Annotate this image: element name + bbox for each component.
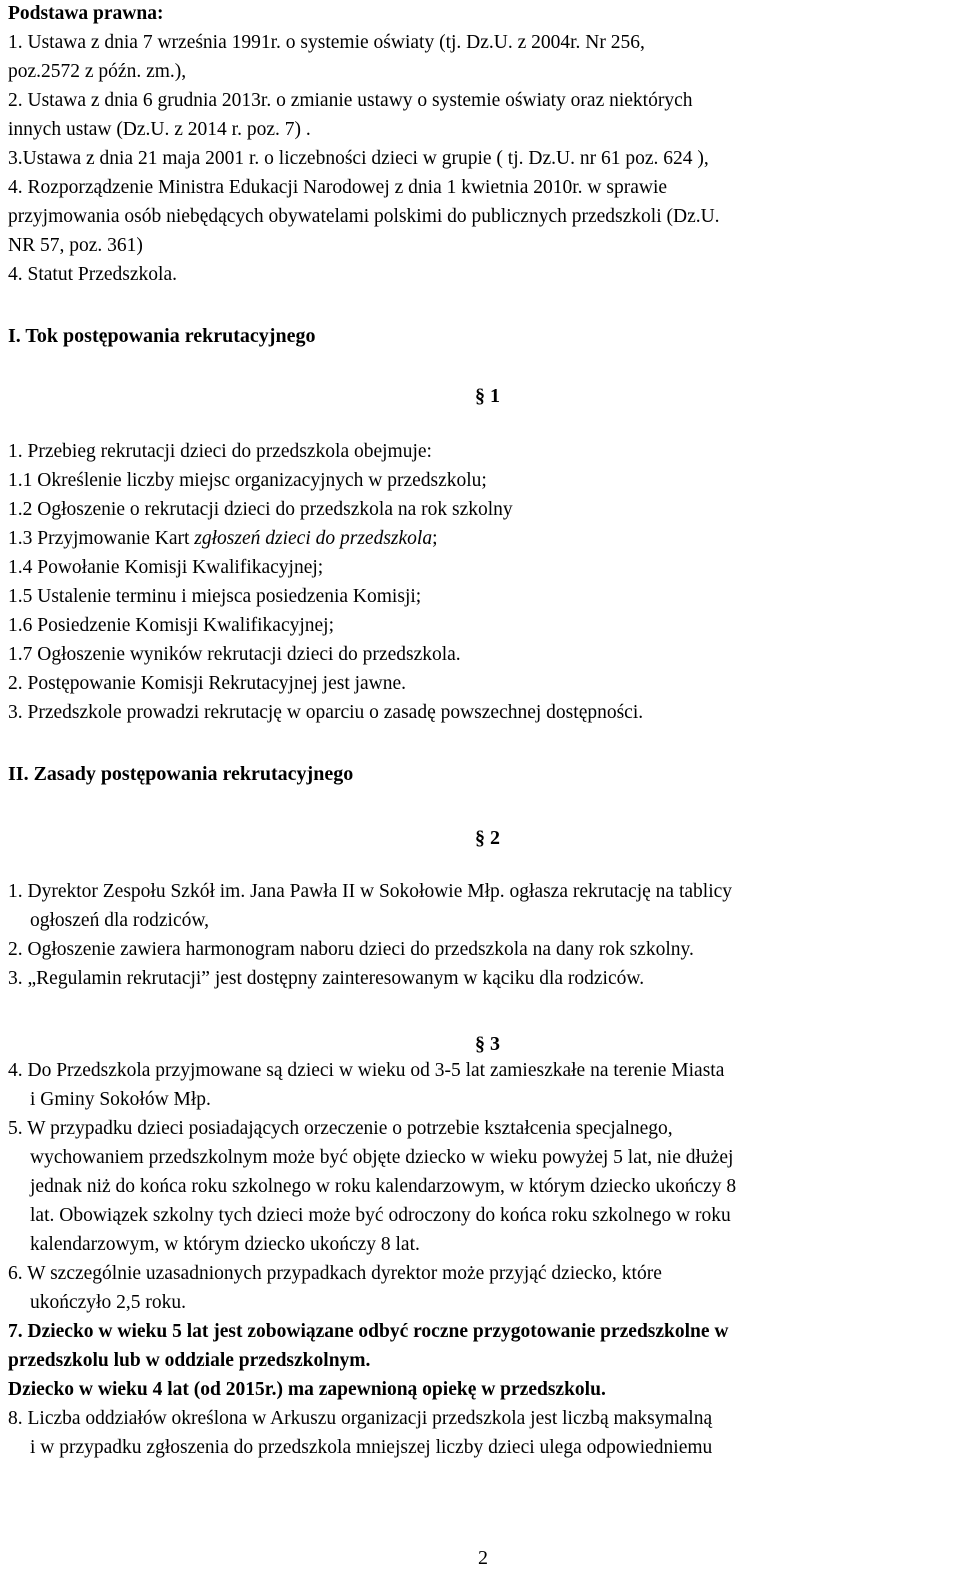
legal-basis-line: NR 57, poz. 361) — [8, 235, 143, 256]
item-italic-text: zgłoszeń dzieci do przedszkola — [194, 528, 433, 549]
paragraph-2-marker: § 2 — [475, 827, 500, 849]
list-item: 2. Ogłoszenie zawiera harmonogram naboru dzieci do przedszkola na dany rok szkolny. — [8, 939, 694, 960]
list-item: 1. Przebieg rekrutacji dzieci do przedszkola obejmuje: — [8, 441, 432, 462]
page-number: 2 — [478, 1547, 488, 1569]
list-item-continuation: i w przypadku zgłoszenia do przedszkola mniejszej liczby dzieci ulega odpowiedniemu — [30, 1437, 713, 1458]
bold-list-item: przedszkolu lub w oddziale przedszkolnym. — [8, 1350, 371, 1371]
item-text: ; — [432, 528, 438, 549]
paragraph-number: 1 — [490, 385, 500, 407]
list-item: 8. Liczba oddziałów określona w Arkuszu organizacji przedszkola jest liczbą maksymalną — [8, 1408, 713, 1429]
bold-list-item: Dziecko w wieku 4 lat (od 2015r.) ma zapewnioną opiekę w przedszkolu. — [8, 1379, 606, 1400]
list-item: 1. Dyrektor Zespołu Szkół im. Jana Pawła II w Sokołowie Młp. ogłasza rekrutację na tablicy — [8, 881, 733, 902]
list-item-continuation: ukończyło 2,5 roku. — [30, 1292, 186, 1313]
legal-basis-line: 1. Ustawa z dnia 7 września 1991r. o systemie oświaty (tj. Dz.U. z 2004r. Nr 256, — [8, 32, 645, 53]
paragraph-number: 3 — [490, 1033, 500, 1055]
list-item-continuation: kalendarzowym, w którym dziecko ukończy 8 lat. — [30, 1234, 420, 1255]
list-item: 2. Postępowanie Komisji Rekrutacyjnej jest jawne. — [8, 673, 407, 694]
list-item-continuation: lat. Obowiązek szkolny tych dzieci może być odroczony do końca roku szkolnego w roku — [30, 1205, 731, 1226]
list-item-continuation: ogłoszeń dla rodziców, — [30, 910, 210, 931]
legal-basis-line: 4. Rozporządzenie Ministra Edukacji Narodowej z dnia 1 kwietnia 2010r. w sprawie — [8, 177, 668, 198]
list-item: 1.6 Posiedzenie Komisji Kwalifikacyjnej; — [8, 615, 335, 636]
legal-basis-line: 2. Ustawa z dnia 6 grudnia 2013r. o zmianie ustawy o systemie oświaty oraz niektórych — [8, 90, 693, 111]
list-item-continuation: wychowaniem przedszkolnym może być objęte dziecko w wieku powyżej 5 lat, nie dłużej — [30, 1147, 734, 1168]
item-text: 1.3 Przyjmowanie Kart — [8, 528, 195, 549]
list-item: 1.7 Ogłoszenie wyników rekrutacji dzieci do przedszkola. — [8, 644, 461, 665]
list-item: 1.4 Powołanie Komisji Kwalifikacyjnej; — [8, 557, 324, 578]
list-item: 3. Przedszkole prowadzi rekrutację w oparciu o zasadę powszechnej dostępności. — [8, 702, 644, 723]
legal-basis-line: 4. Statut Przedszkola. — [8, 264, 177, 285]
paragraph-number: 2 — [490, 827, 500, 849]
paragraph-1-marker: § 1 — [475, 385, 500, 407]
list-item: 1.2 Ogłoszenie o rekrutacji dzieci do przedszkola na rok szkolny — [8, 499, 513, 520]
section-2-title: II. Zasady postępowania rekrutacyjnego — [8, 763, 354, 785]
list-item: 1.5 Ustalenie terminu i miejsca posiedzenia Komisji; — [8, 586, 422, 607]
section-1-title: I. Tok postępowania rekrutacyjnego — [8, 325, 316, 347]
legal-basis-line: innych ustaw (Dz.U. z 2014 r. poz. 7) . — [8, 119, 311, 140]
list-item: 6. W szczególnie uzasadnionych przypadkach dyrektor może przyjąć dziecko, które — [8, 1263, 662, 1284]
list-item: 1.1 Określenie liczby miejsc organizacyjnych w przedszkolu; — [8, 470, 487, 491]
legal-basis-heading: Podstawa prawna: — [8, 3, 164, 24]
legal-basis-line: poz.2572 z późn. zm.), — [8, 61, 187, 82]
paragraph-3-marker: § 3 — [475, 1033, 500, 1055]
list-item: 4. Do Przedszkola przyjmowane są dzieci w wieku od 3-5 lat zamieszkałe na terenie Miasta — [8, 1060, 725, 1081]
legal-basis-line: 3.Ustawa z dnia 21 maja 2001 r. o liczebności dzieci w grupie ( tj. Dz.U. nr 61 poz. 624 ), — [8, 148, 709, 169]
list-item-continuation: jednak niż do końca roku szkolnego w roku kalendarzowym, w którym dziecko ukończy 8 — [30, 1176, 737, 1197]
legal-basis-line: przyjmowania osób niebędących obywatelami polskimi do publicznych przedszkoli (Dz.U. — [8, 206, 720, 227]
list-item — [8, 528, 438, 552]
list-item: 3. „Regulamin rekrutacji” jest dostępny zainteresowanym w kąciku dla rodziców. — [8, 968, 645, 989]
list-item: 5. W przypadku dzieci posiadających orzeczenie o potrzebie kształcenia specjalnego, — [8, 1118, 673, 1139]
bold-list-item: 7. Dziecko w wieku 5 lat jest zobowiązane odbyć roczne przygotowanie przedszkolne w — [8, 1321, 729, 1342]
list-item-continuation: i Gminy Sokołów Młp. — [30, 1089, 211, 1110]
